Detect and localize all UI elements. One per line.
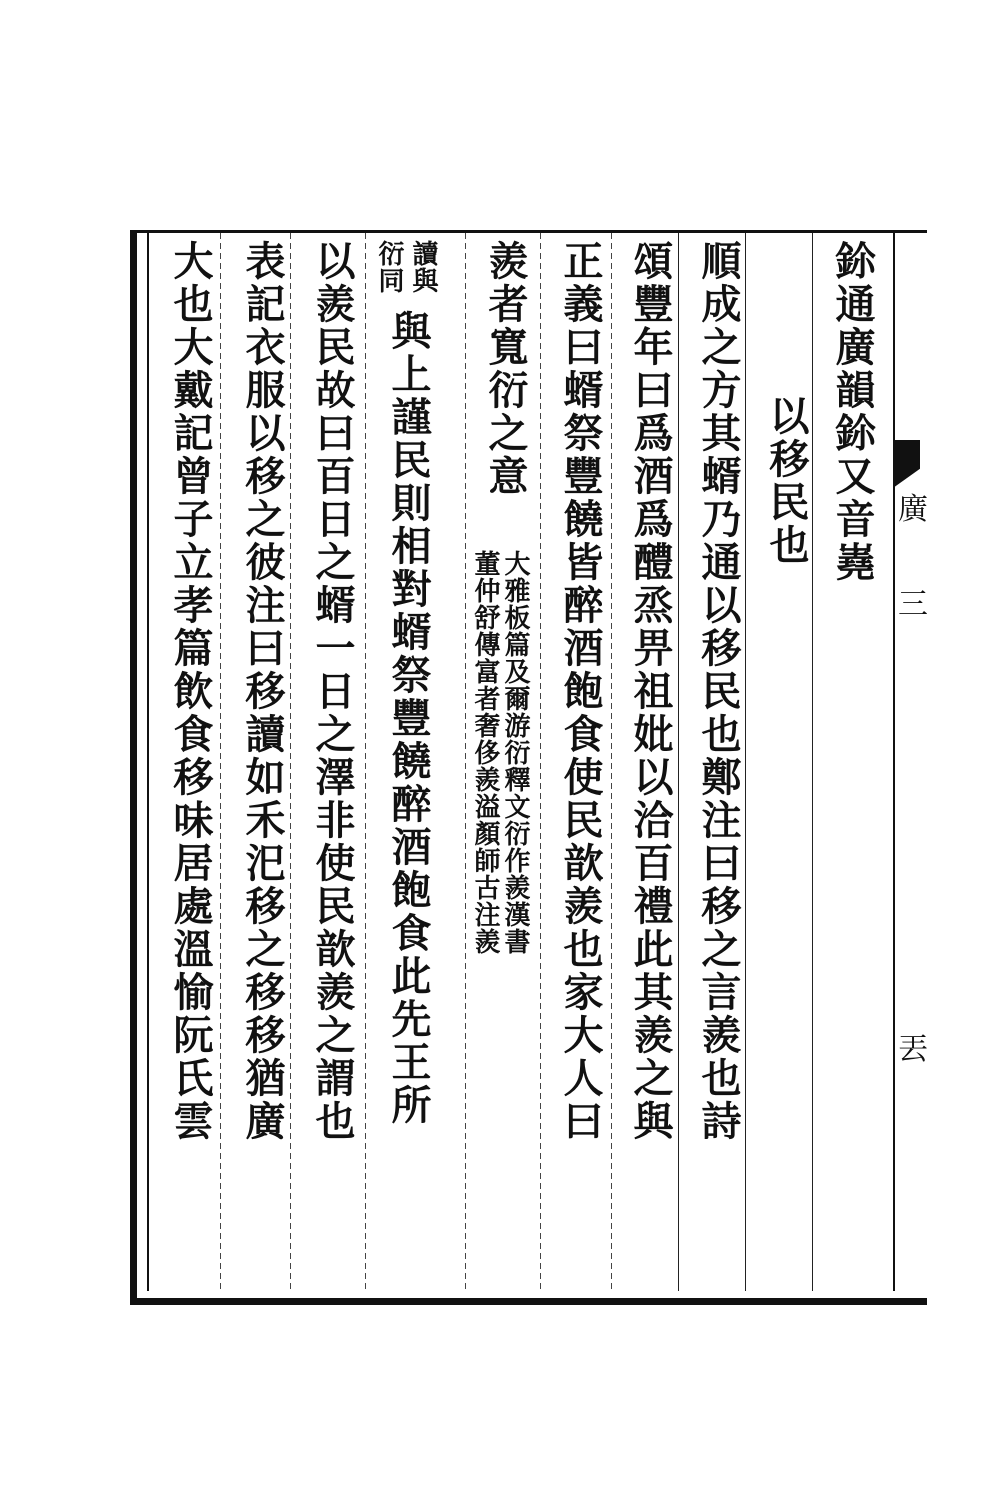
text-column-9: 表記衣服以移之彼注曰移讀如禾汜移之移移猶廣 <box>239 240 286 1143</box>
annotation-column-7a: 讀與 <box>408 240 438 294</box>
column-rule <box>611 233 612 1291</box>
column-rule <box>540 233 541 1291</box>
text-column-3: 順成之方其蝑乃通以移民也鄭注曰移之言羨也詩 <box>695 240 742 1143</box>
text-column-2: 以移民也 <box>763 395 810 567</box>
margin-ear-char-1: 廣 <box>898 492 928 527</box>
text-column-4: 頌豐年曰爲酒爲醴烝畀祖妣以洽百禮此其羨之與 <box>627 240 674 1143</box>
annotation-column-6b: 董仲舒傳富者奢侈羨溢顏師古注羨 <box>470 550 500 955</box>
column-rule <box>812 233 813 1291</box>
frame-inner-rule <box>147 233 149 1291</box>
annotation-column-6a: 大雅板篇及爾游衍釋文衍作羨漢書 <box>500 550 530 955</box>
margin-ear <box>893 233 922 1291</box>
column-rule <box>465 233 466 1291</box>
text-column-8: 以羨民故曰百日之蝑一日之澤非使民歆羨之謂也 <box>309 240 356 1143</box>
text-column-5: 正義曰蝑祭豐饒皆醉酒飽食使民歆羨也家大人曰 <box>557 240 604 1143</box>
text-column-6: 羨者寬衍之意 <box>482 240 529 498</box>
margin-ear-char-bottom: 丟 <box>898 1032 928 1067</box>
text-column-1: 鉩通廣韻鉩又音嶤 <box>829 240 876 584</box>
annotation-column-7b: 衍同 <box>374 240 404 294</box>
column-rule <box>365 233 366 1291</box>
text-column-7: 與上謹民則相對蝑祭豐饒醉酒飽食此先王所 <box>385 310 432 1127</box>
text-column-10: 大也大戴記曾子立孝篇飲食移味居處溫愉阮氏雲 <box>167 240 214 1143</box>
column-rule <box>220 233 221 1291</box>
margin-ear-char-2: 三 <box>898 587 928 622</box>
